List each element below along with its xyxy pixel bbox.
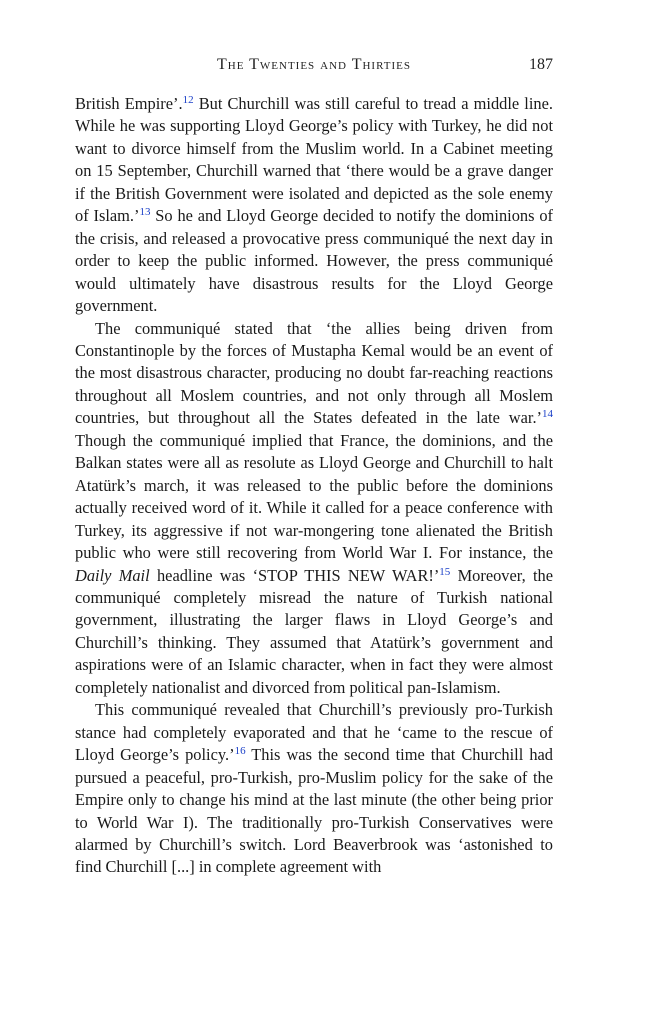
running-title: The Twenties and Thirties	[216, 56, 411, 73]
footnote-ref[interactable]: 14	[542, 408, 553, 421]
body-text	[75, 93, 553, 879]
text-run: Moreover, the communiqué completely misread the nature of Turkish national government, illustrating the larger flaws in Lloyd George’s and Churchill’s thinking. They assumed that Atatürk’s government and aspirations were of an Islamic character, when in fact they were almost completely nationalist and divorced from political pan-Islamism.	[75, 565, 553, 697]
running-head	[75, 56, 553, 78]
text-run: Though the communiqué implied that France, the dominions, and the Balkan states were all as resolute as Lloyd George and Churchill to halt Atatürk’s march, it was released to the public before the dominions actually received word of it. While it called for a peace conference with Turkey, its aggressive if not war-mongering tone alienated the British public who were still recovering from World War I. For instance, the	[75, 430, 553, 563]
footnote-ref[interactable]: 13	[139, 206, 151, 219]
text-run: So he and Lloyd George decided to notify the dominions of the crisis, and released a provocative press communiqué the next day in order to keep the public informed. However, the press communiqué would ultimately have disastrous results for the Lloyd George government.	[75, 206, 553, 316]
text-run: The communiqué stated that ‘the allies being driven from Constantinople by the forces of Mustapha Kemal would be an event of the most disastrous character, producing no doubt far-reaching reactions throughout all Moslem countries, and not only through all Moslem countries, but throughout all the States defeated in the late war.’	[75, 318, 553, 428]
footnote-ref[interactable]: 15	[439, 565, 451, 578]
footnote-ref[interactable]: 16	[234, 745, 246, 758]
text-run: headline was ‘STOP THIS NEW WAR!’	[149, 565, 440, 585]
text-run: This was the second time that Churchill had pursued a peaceful, pro-Turkish, pro-Muslim policy for the sake of the Empire only to change his mind at the last minute (the other being prior to World War I). The traditionally pro-Turkish Conservatives were alarmed by Churchill’s switch. Lord Beaverbrook was ‘astonished to find Churchill [...] in complete agreement with	[75, 745, 553, 877]
text-run: British Empire’.	[75, 94, 183, 113]
footnote-ref[interactable]: 12	[182, 94, 194, 106]
text-run: This communiqué revealed that Churchill’s previously pro-Turkish stance had completely evaporated and that he ‘came to the rescue of Lloyd George’s policy.’	[75, 700, 553, 765]
paragraph	[75, 93, 553, 318]
paragraph	[75, 699, 553, 879]
text-run: But Churchill was still careful to tread a middle line. While he was supporting Lloyd George’s policy with Turkey, he did not want to divorce himself from the Muslim world. In a Cabinet meeting on 15 September, Churchill warned that ‘there would be a grave danger if the British Government were isolated and depicted as the sole enemy of Islam.’	[75, 94, 553, 226]
italic-text: Daily Mail	[75, 565, 150, 585]
page-number: 187	[529, 56, 553, 73]
paragraph	[75, 318, 553, 700]
